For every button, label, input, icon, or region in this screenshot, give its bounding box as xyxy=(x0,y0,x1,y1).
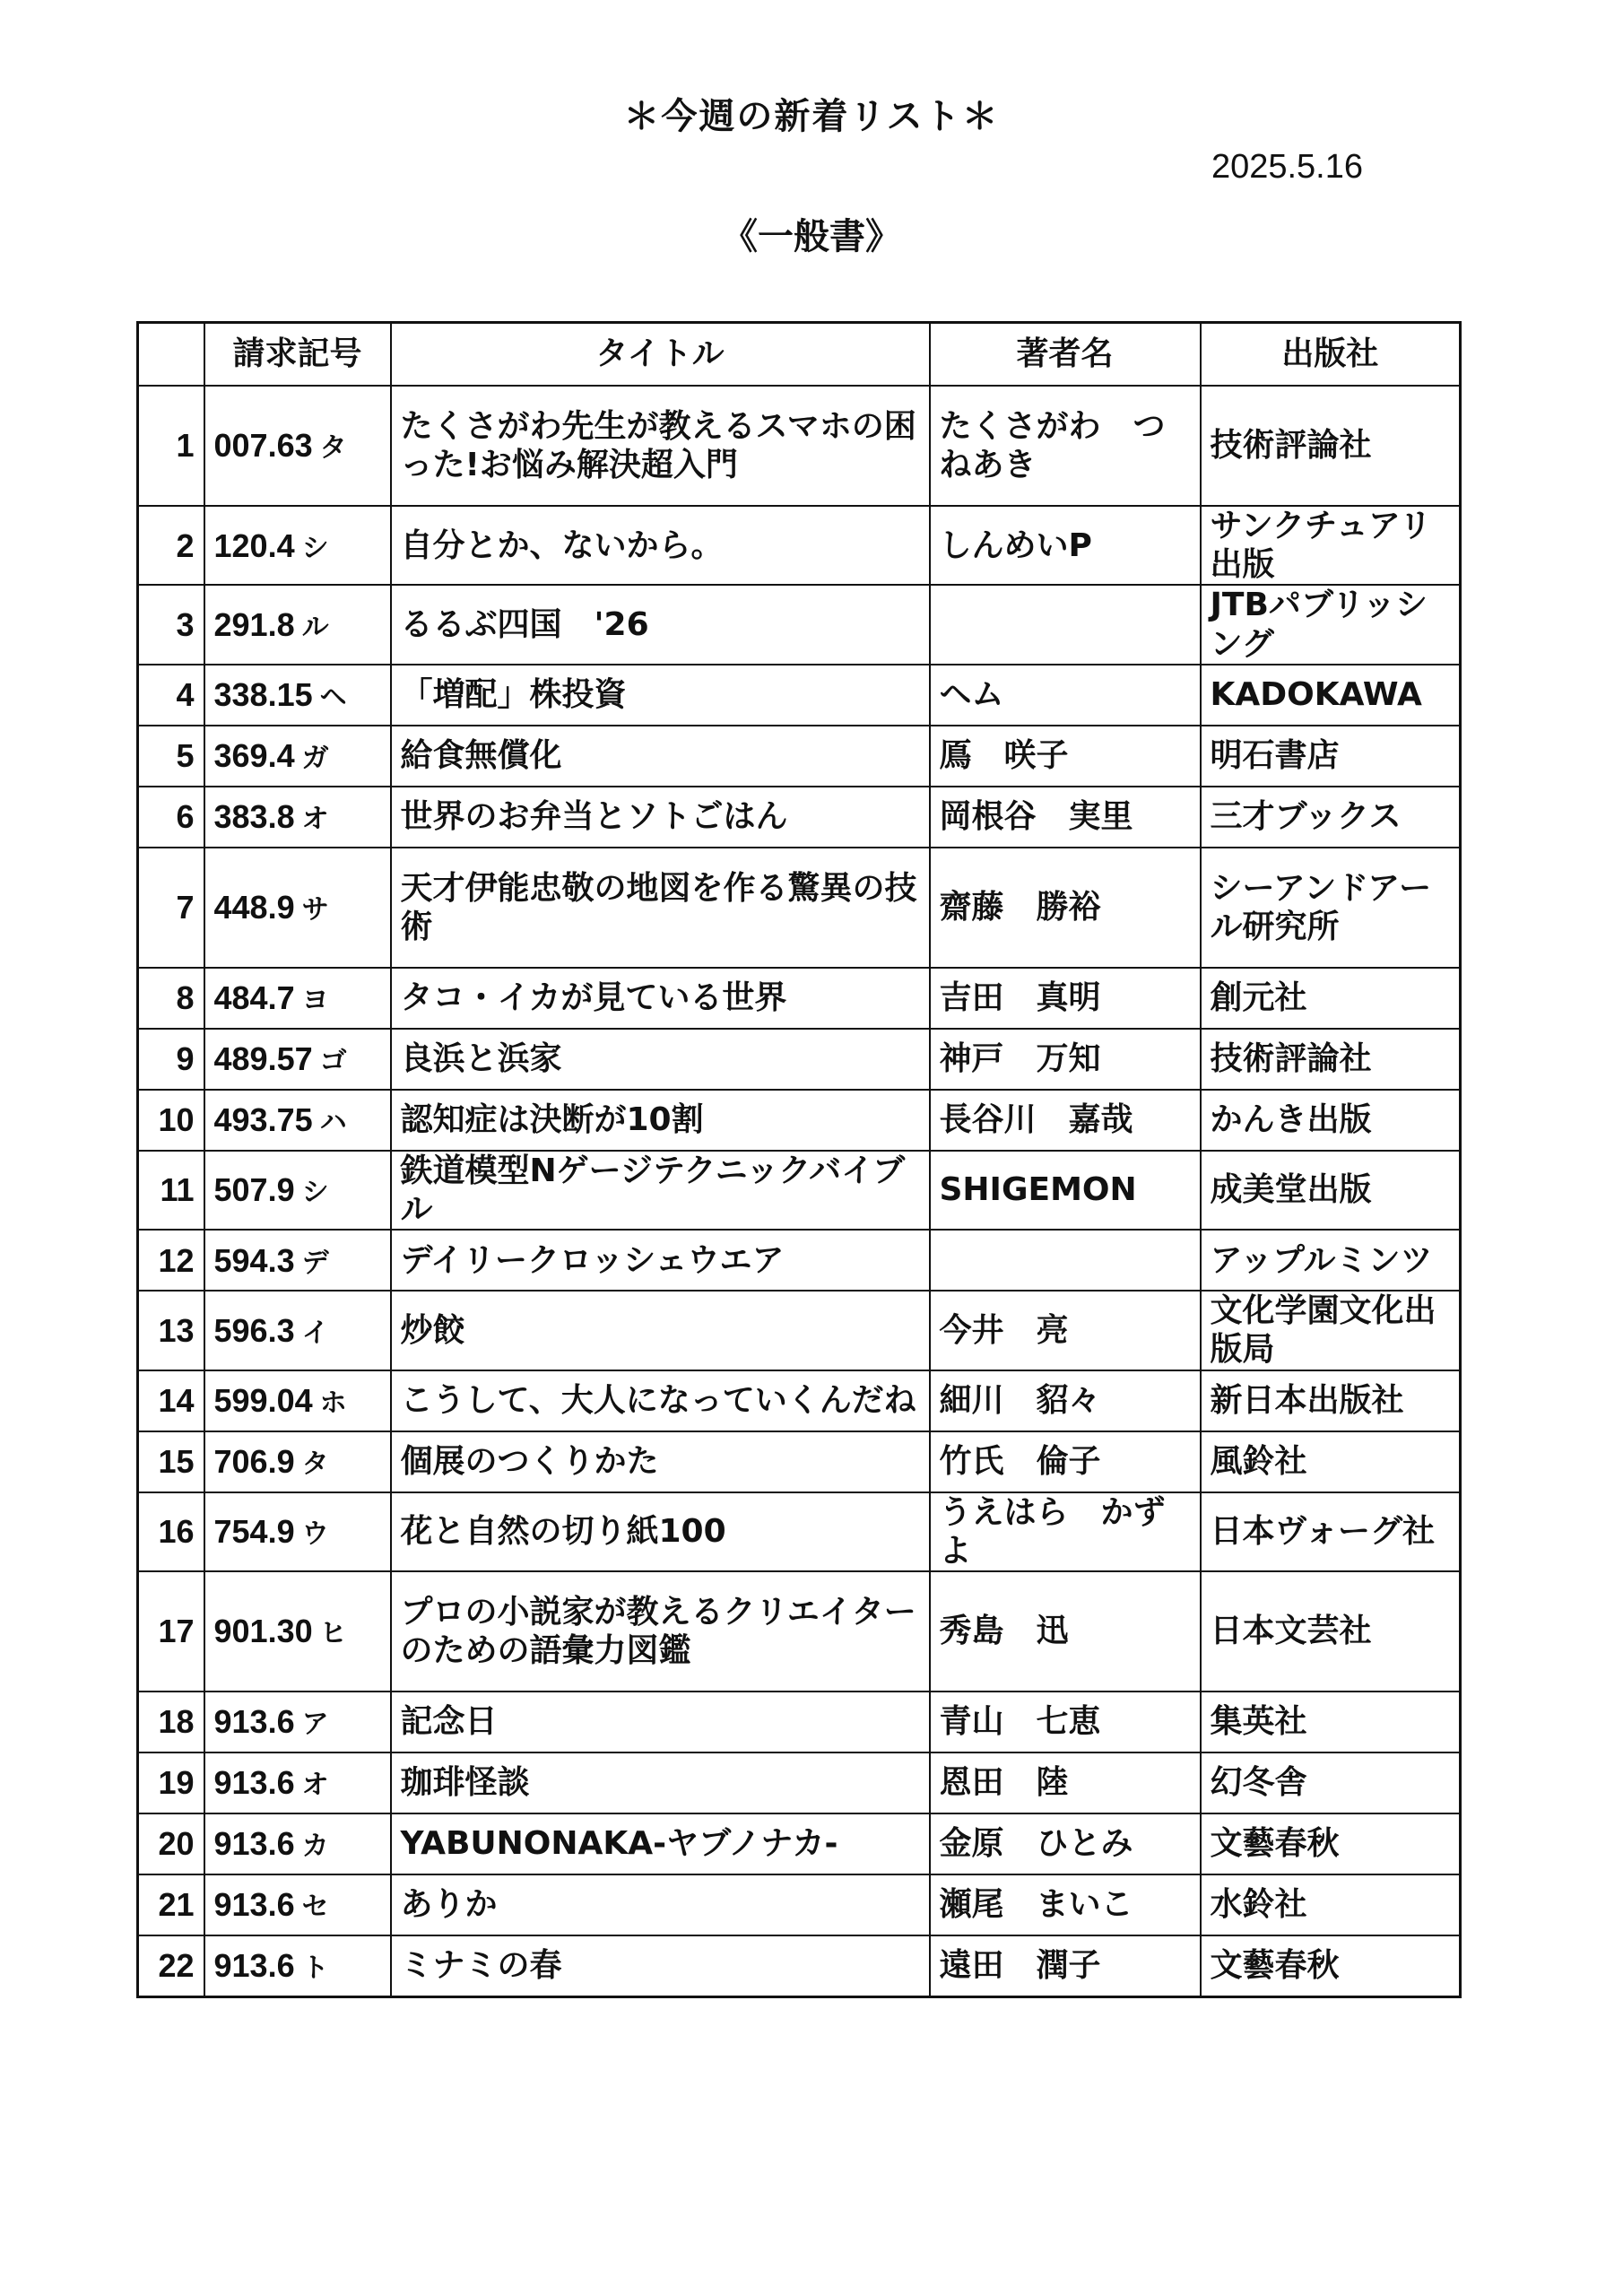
row-number: 5 xyxy=(138,726,204,787)
call-number xyxy=(204,1492,391,1571)
call-number-class: 007.63 xyxy=(213,427,313,465)
book-title: 世界のお弁当とソトごはん xyxy=(391,787,930,848)
call-number-class: 489.57 xyxy=(213,1040,313,1078)
book-author: 吉田 真明 xyxy=(930,968,1201,1029)
row-number: 20 xyxy=(138,1813,204,1874)
call-number-author-mark: ヘ xyxy=(319,683,347,713)
table-row xyxy=(138,1029,1461,1090)
call-number-author-mark: セ xyxy=(301,1892,329,1923)
book-title: 炒餃 xyxy=(391,1291,930,1370)
table-row xyxy=(138,968,1461,1029)
book-publisher: 技術評論社 xyxy=(1201,386,1461,506)
book-author: 長谷川 嘉哉 xyxy=(930,1090,1201,1151)
book-author: 神戸 万知 xyxy=(930,1029,1201,1090)
book-publisher: 新日本出版社 xyxy=(1201,1370,1461,1431)
book-publisher: 風鈴社 xyxy=(1201,1431,1461,1492)
call-number-author-mark: シ xyxy=(301,533,329,563)
call-number-author-mark: ト xyxy=(301,1953,329,1984)
table-row xyxy=(138,1090,1461,1151)
call-number-author-mark: ア xyxy=(301,1709,329,1740)
book-author: SHIGEMON xyxy=(930,1151,1201,1230)
call-number xyxy=(204,1029,391,1090)
book-publisher: かんき出版 xyxy=(1201,1090,1461,1151)
row-number: 18 xyxy=(138,1692,204,1752)
row-number: 4 xyxy=(138,665,204,726)
book-author xyxy=(930,1230,1201,1291)
call-number-class: 901.30 xyxy=(213,1613,313,1650)
call-number-author-mark: ヒ xyxy=(319,1619,347,1649)
column-header-number xyxy=(138,323,204,387)
call-number-author-mark: ゴ xyxy=(319,1047,347,1077)
row-number: 3 xyxy=(138,585,204,664)
call-number-class: 484.7 xyxy=(213,979,295,1017)
call-number-class: 507.9 xyxy=(213,1171,295,1209)
call-number-author-mark: デ xyxy=(301,1248,329,1278)
call-number-author-mark: タ xyxy=(319,433,347,464)
book-title: 良浜と浜家 xyxy=(391,1029,930,1090)
call-number xyxy=(204,1291,391,1370)
call-number xyxy=(204,968,391,1029)
book-author xyxy=(930,585,1201,664)
book-title: デイリークロッシェウエア xyxy=(391,1230,930,1291)
book-publisher: 技術評論社 xyxy=(1201,1029,1461,1090)
column-header-publisher: 出版社 xyxy=(1201,323,1461,387)
call-number-class: 594.3 xyxy=(213,1241,295,1279)
row-number: 1 xyxy=(138,386,204,506)
call-number xyxy=(204,1370,391,1431)
row-number: 15 xyxy=(138,1431,204,1492)
book-author: 鳫 咲子 xyxy=(930,726,1201,787)
call-number xyxy=(204,1090,391,1151)
call-number-class: 596.3 xyxy=(213,1311,295,1349)
row-number: 7 xyxy=(138,848,204,968)
book-publisher: 文化学園文化出版局 xyxy=(1201,1291,1461,1370)
call-number-author-mark: オ xyxy=(301,804,329,835)
call-number xyxy=(204,665,391,726)
book-title: 鉄道模型Nゲージテクニックバイブル xyxy=(391,1151,930,1230)
book-author: たくさがわ つねあき xyxy=(930,386,1201,506)
call-number-class: 120.4 xyxy=(213,526,295,564)
book-title: 記念日 xyxy=(391,1692,930,1752)
table-row xyxy=(138,726,1461,787)
book-title: 花と自然の切り紙100 xyxy=(391,1492,930,1571)
book-author: 齋藤 勝裕 xyxy=(930,848,1201,968)
call-number xyxy=(204,1431,391,1492)
call-number-class: 369.4 xyxy=(213,737,295,775)
book-publisher: 三才ブックス xyxy=(1201,787,1461,848)
book-title: 「増配」株投資 xyxy=(391,665,930,726)
call-number xyxy=(204,1935,391,1997)
book-author: 青山 七恵 xyxy=(930,1692,1201,1752)
table-row xyxy=(138,1813,1461,1874)
row-number: 16 xyxy=(138,1492,204,1571)
book-title: 認知症は決断が10割 xyxy=(391,1090,930,1151)
book-title: 自分とか、ないから。 xyxy=(391,506,930,585)
book-publisher: 幻冬舎 xyxy=(1201,1752,1461,1813)
call-number-class: 913.6 xyxy=(213,1825,295,1863)
list-date: 2025.5.16 xyxy=(1211,148,1363,186)
row-number: 9 xyxy=(138,1029,204,1090)
table-row xyxy=(138,1230,1461,1291)
call-number xyxy=(204,1813,391,1874)
row-number: 6 xyxy=(138,787,204,848)
table-row xyxy=(138,1692,1461,1752)
row-number: 8 xyxy=(138,968,204,1029)
book-publisher: 日本文芸社 xyxy=(1201,1571,1461,1692)
book-title: たくさがわ先生が教えるスマホの困った!お悩み解決超入門 xyxy=(391,386,930,506)
table-row xyxy=(138,787,1461,848)
book-title: 天才伊能忠敬の地図を作る驚異の技術 xyxy=(391,848,930,968)
book-publisher: 創元社 xyxy=(1201,968,1461,1029)
book-author: しんめいP xyxy=(930,506,1201,585)
row-number: 2 xyxy=(138,506,204,585)
row-number: 22 xyxy=(138,1935,204,1997)
book-author: 竹氏 倫子 xyxy=(930,1431,1201,1492)
book-publisher: KADOKAWA xyxy=(1201,665,1461,726)
table-row xyxy=(138,1291,1461,1370)
call-number-author-mark: ウ xyxy=(301,1519,329,1550)
book-publisher: 文藝春秋 xyxy=(1201,1935,1461,1997)
table-row xyxy=(138,506,1461,585)
book-title: るるぶ四国 '26 xyxy=(391,585,930,664)
call-number-author-mark: シ xyxy=(301,1178,329,1208)
call-number xyxy=(204,1752,391,1813)
book-publisher: JTBパブリッシング xyxy=(1201,585,1461,664)
table-row xyxy=(138,1935,1461,1997)
book-author: 岡根谷 実里 xyxy=(930,787,1201,848)
call-number xyxy=(204,386,391,506)
book-title: ありか xyxy=(391,1874,930,1935)
book-publisher: 文藝春秋 xyxy=(1201,1813,1461,1874)
book-title: こうして、大人になっていくんだね xyxy=(391,1370,930,1431)
table-row xyxy=(138,386,1461,506)
table-row xyxy=(138,1431,1461,1492)
call-number-class: 493.75 xyxy=(213,1101,313,1139)
call-number-author-mark: オ xyxy=(301,1770,329,1801)
call-number-author-mark: ガ xyxy=(301,744,329,774)
page-title: ＊今週の新着リスト＊ xyxy=(623,96,1000,137)
table-row xyxy=(138,1874,1461,1935)
book-author: うえはら かずよ xyxy=(930,1492,1201,1571)
row-number: 13 xyxy=(138,1291,204,1370)
call-number-author-mark: ヨ xyxy=(301,986,329,1016)
table-body xyxy=(138,386,1461,1996)
column-header-title: タイトル xyxy=(391,323,930,387)
call-number-class: 599.04 xyxy=(213,1381,313,1419)
call-number xyxy=(204,726,391,787)
call-number-class: 383.8 xyxy=(213,798,295,836)
call-number-author-mark: サ xyxy=(301,895,329,926)
book-title: 個展のつくりかた xyxy=(391,1431,930,1492)
row-number: 11 xyxy=(138,1151,204,1230)
new-books-table xyxy=(136,321,1462,1998)
call-number xyxy=(204,1692,391,1752)
call-number xyxy=(204,585,391,664)
book-publisher: 水鈴社 xyxy=(1201,1874,1461,1935)
call-number-author-mark: カ xyxy=(301,1831,329,1862)
book-title: YABUNONAKA-ヤブノナカ- xyxy=(391,1813,930,1874)
table-row xyxy=(138,1492,1461,1571)
call-number xyxy=(204,1874,391,1935)
book-title: 給食無償化 xyxy=(391,726,930,787)
row-number: 12 xyxy=(138,1230,204,1291)
book-publisher: サンクチュアリ出版 xyxy=(1201,506,1461,585)
book-author: 瀬尾 まいこ xyxy=(930,1874,1201,1935)
book-publisher: 日本ヴォーグ社 xyxy=(1201,1492,1461,1571)
call-number-author-mark: ル xyxy=(301,612,329,642)
column-header-author: 著者名 xyxy=(930,323,1201,387)
row-number: 17 xyxy=(138,1571,204,1692)
table-header xyxy=(138,323,1461,387)
table-row xyxy=(138,665,1461,726)
book-publisher: 明石書店 xyxy=(1201,726,1461,787)
header-row xyxy=(138,323,1461,387)
table-row xyxy=(138,1752,1461,1813)
book-title: ミナミの春 xyxy=(391,1935,930,1997)
table-row xyxy=(138,1571,1461,1692)
book-author: ヘム xyxy=(930,665,1201,726)
call-number xyxy=(204,787,391,848)
book-publisher: アップルミンツ xyxy=(1201,1230,1461,1291)
call-number-class: 706.9 xyxy=(213,1442,295,1480)
call-number-class: 338.15 xyxy=(213,676,313,714)
table-row xyxy=(138,848,1461,968)
book-title: プロの小説家が教えるクリエイターのための語彙力図鑑 xyxy=(391,1571,930,1692)
call-number-class: 448.9 xyxy=(213,889,295,926)
book-author: 細川 貂々 xyxy=(930,1370,1201,1431)
call-number-author-mark: イ xyxy=(301,1318,329,1348)
call-number xyxy=(204,506,391,585)
call-number xyxy=(204,1151,391,1230)
column-header-call-number: 請求記号 xyxy=(204,323,391,387)
call-number-class: 913.6 xyxy=(213,1886,295,1924)
table-row xyxy=(138,585,1461,664)
section-heading: 《一般書》 xyxy=(722,216,901,257)
table-row xyxy=(138,1370,1461,1431)
call-number-class: 913.6 xyxy=(213,1764,295,1802)
call-number xyxy=(204,1571,391,1692)
call-number-author-mark: ホ xyxy=(319,1387,347,1418)
row-number: 19 xyxy=(138,1752,204,1813)
call-number-author-mark: タ xyxy=(301,1448,329,1479)
book-author: 遠田 潤子 xyxy=(930,1935,1201,1997)
row-number: 10 xyxy=(138,1090,204,1151)
call-number-author-mark: ハ xyxy=(319,1108,347,1138)
book-publisher: 集英社 xyxy=(1201,1692,1461,1752)
call-number xyxy=(204,1230,391,1291)
book-publisher: 成美堂出版 xyxy=(1201,1151,1461,1230)
book-title: 珈琲怪談 xyxy=(391,1752,930,1813)
book-title: タコ・イカが見ている世界 xyxy=(391,968,930,1029)
book-author: 恩田 陸 xyxy=(930,1752,1201,1813)
table-row xyxy=(138,1151,1461,1230)
call-number xyxy=(204,848,391,968)
row-number: 21 xyxy=(138,1874,204,1935)
call-number-class: 754.9 xyxy=(213,1513,295,1551)
book-author: 金原 ひとみ xyxy=(930,1813,1201,1874)
book-publisher: シーアンドアール研究所 xyxy=(1201,848,1461,968)
call-number-class: 913.6 xyxy=(213,1947,295,1985)
book-author: 秀島 迅 xyxy=(930,1571,1201,1692)
row-number: 14 xyxy=(138,1370,204,1431)
call-number-class: 913.6 xyxy=(213,1703,295,1741)
call-number-class: 291.8 xyxy=(213,605,295,643)
book-author: 今井 亮 xyxy=(930,1291,1201,1370)
